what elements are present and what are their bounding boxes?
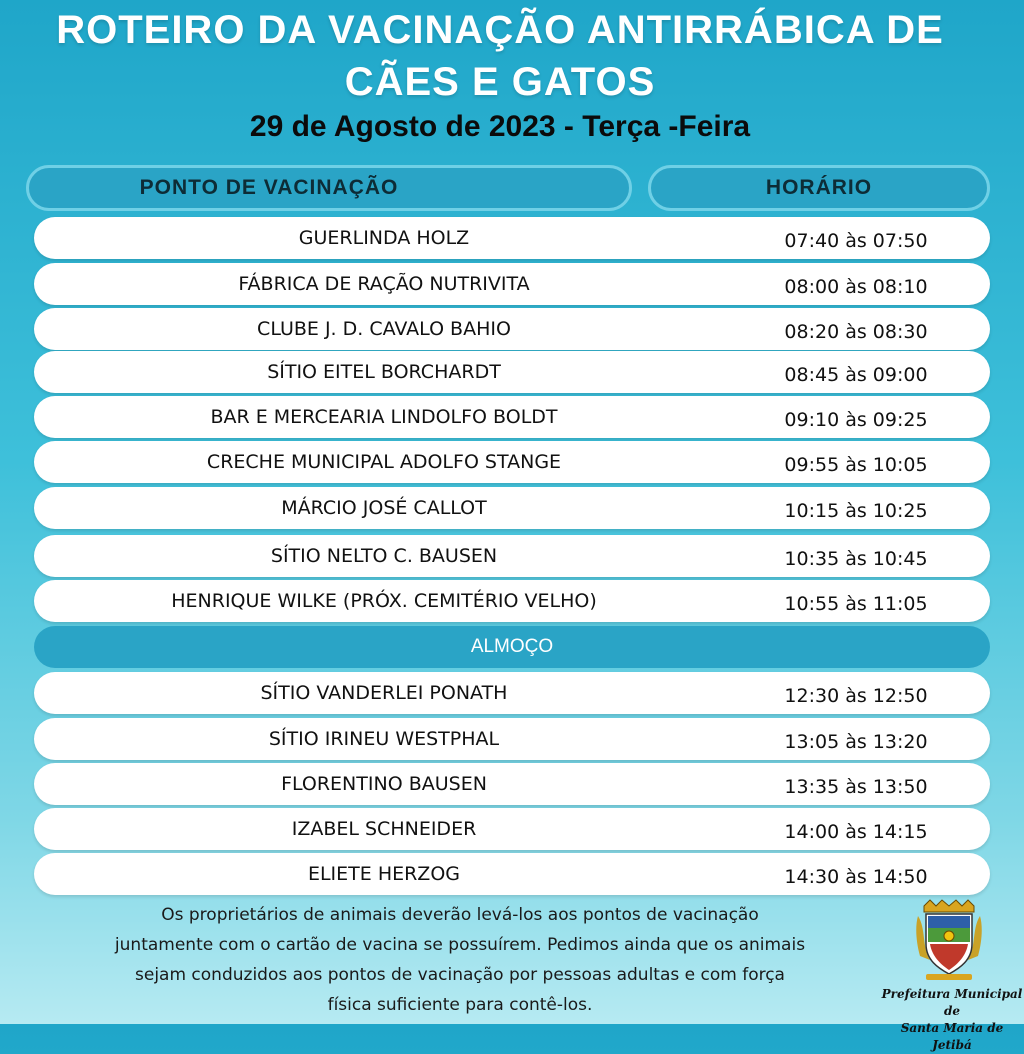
place-name: BAR E MERCEARIA LINDOLFO BOLDT: [210, 406, 558, 428]
place-name: ELIETE HERZOG: [307, 863, 461, 885]
municipality-name-line-2: Santa Maria de Jetibá: [900, 1021, 1004, 1052]
place-name: IZABEL SCHNEIDER: [291, 818, 477, 840]
place-name: MÁRCIO JOSÉ CALLOT: [281, 497, 487, 519]
page-title-line-2: CÃES E GATOS: [344, 60, 656, 104]
time-range: 10:35 às 10:45: [784, 548, 928, 570]
place-name: FÁBRICA DE RAÇÃO NUTRIVITA: [238, 273, 530, 295]
page-title-line-1: ROTEIRO DA VACINAÇÃO ANTIRRÁBICA DE: [56, 8, 944, 52]
municipality-name: [880, 986, 1024, 1054]
place-name: HENRIQUE WILKE (PRÓX. CEMITÉRIO VELHO): [171, 590, 597, 612]
lunch-break-bar: ALMOÇO: [34, 626, 990, 668]
place-name: GUERLINDA HOLZ: [298, 227, 470, 249]
schedule-row: [34, 718, 990, 760]
owner-notice: [60, 900, 860, 1020]
notice-line: física suficiente para contê-los.: [327, 995, 593, 1015]
notice-line: Os proprietários de animais deverão levá-los aos pontos de vacinação: [161, 905, 759, 925]
time-range: 10:55 às 11:05: [784, 593, 928, 615]
schedule-row: [34, 672, 990, 714]
place-name: FLORENTINO BAUSEN: [281, 773, 487, 795]
schedule-row: [34, 808, 990, 850]
schedule-row: [34, 763, 990, 805]
schedule-row: [34, 217, 990, 259]
place-name: CRECHE MUNICIPAL ADOLFO STANGE: [206, 451, 562, 473]
schedule-row: [34, 441, 990, 483]
schedule-row: [34, 580, 990, 622]
time-range: 08:20 às 08:30: [784, 321, 928, 343]
schedule-row: [34, 263, 990, 305]
schedule-row: [34, 535, 990, 577]
schedule-row: [34, 396, 990, 438]
time-range: 09:10 às 09:25: [784, 409, 928, 431]
place-name: SÍTIO IRINEU WESTPHAL: [268, 728, 500, 750]
place-name: SÍTIO NELTO C. BAUSEN: [270, 545, 498, 567]
municipal-crest-icon: [916, 898, 982, 982]
notice-line: juntamente com o cartão de vacina se possuírem. Pedimos ainda que os animais: [114, 935, 806, 955]
date-subtitle: 29 de Agosto de 2023 - Terça -Feira: [249, 110, 751, 143]
time-range: 14:30 às 14:50: [784, 866, 928, 888]
schedule-row: [34, 487, 990, 529]
column-header-time: HORÁRIO: [648, 165, 990, 211]
time-range: 07:40 às 07:50: [784, 230, 928, 252]
place-name: CLUBE J. D. CAVALO BAHIO: [257, 318, 511, 340]
time-range: 08:45 às 09:00: [784, 364, 928, 386]
schedule-row: [34, 351, 990, 393]
municipality-name-line-1: Prefeitura Municipal de: [881, 987, 1023, 1018]
time-range: 13:35 às 13:50: [784, 776, 928, 798]
schedule-row: [34, 853, 990, 895]
schedule-row: [34, 308, 990, 350]
column-header-place: PONTO DE VACINAÇÃO: [26, 165, 632, 211]
time-range: 12:30 às 12:50: [784, 685, 928, 707]
time-range: 10:15 às 10:25: [784, 500, 928, 522]
place-name: SÍTIO VANDERLEI PONATH: [260, 682, 508, 704]
time-range: 08:00 às 08:10: [784, 276, 928, 298]
notice-line: sejam conduzidos aos pontos de vacinação por pessoas adultas e com força: [135, 965, 785, 985]
time-range: 13:05 às 13:20: [784, 731, 928, 753]
time-range: 09:55 às 10:05: [784, 454, 928, 476]
place-name: SÍTIO EITEL BORCHARDT: [267, 361, 501, 383]
time-range: 14:00 às 14:15: [784, 821, 928, 843]
